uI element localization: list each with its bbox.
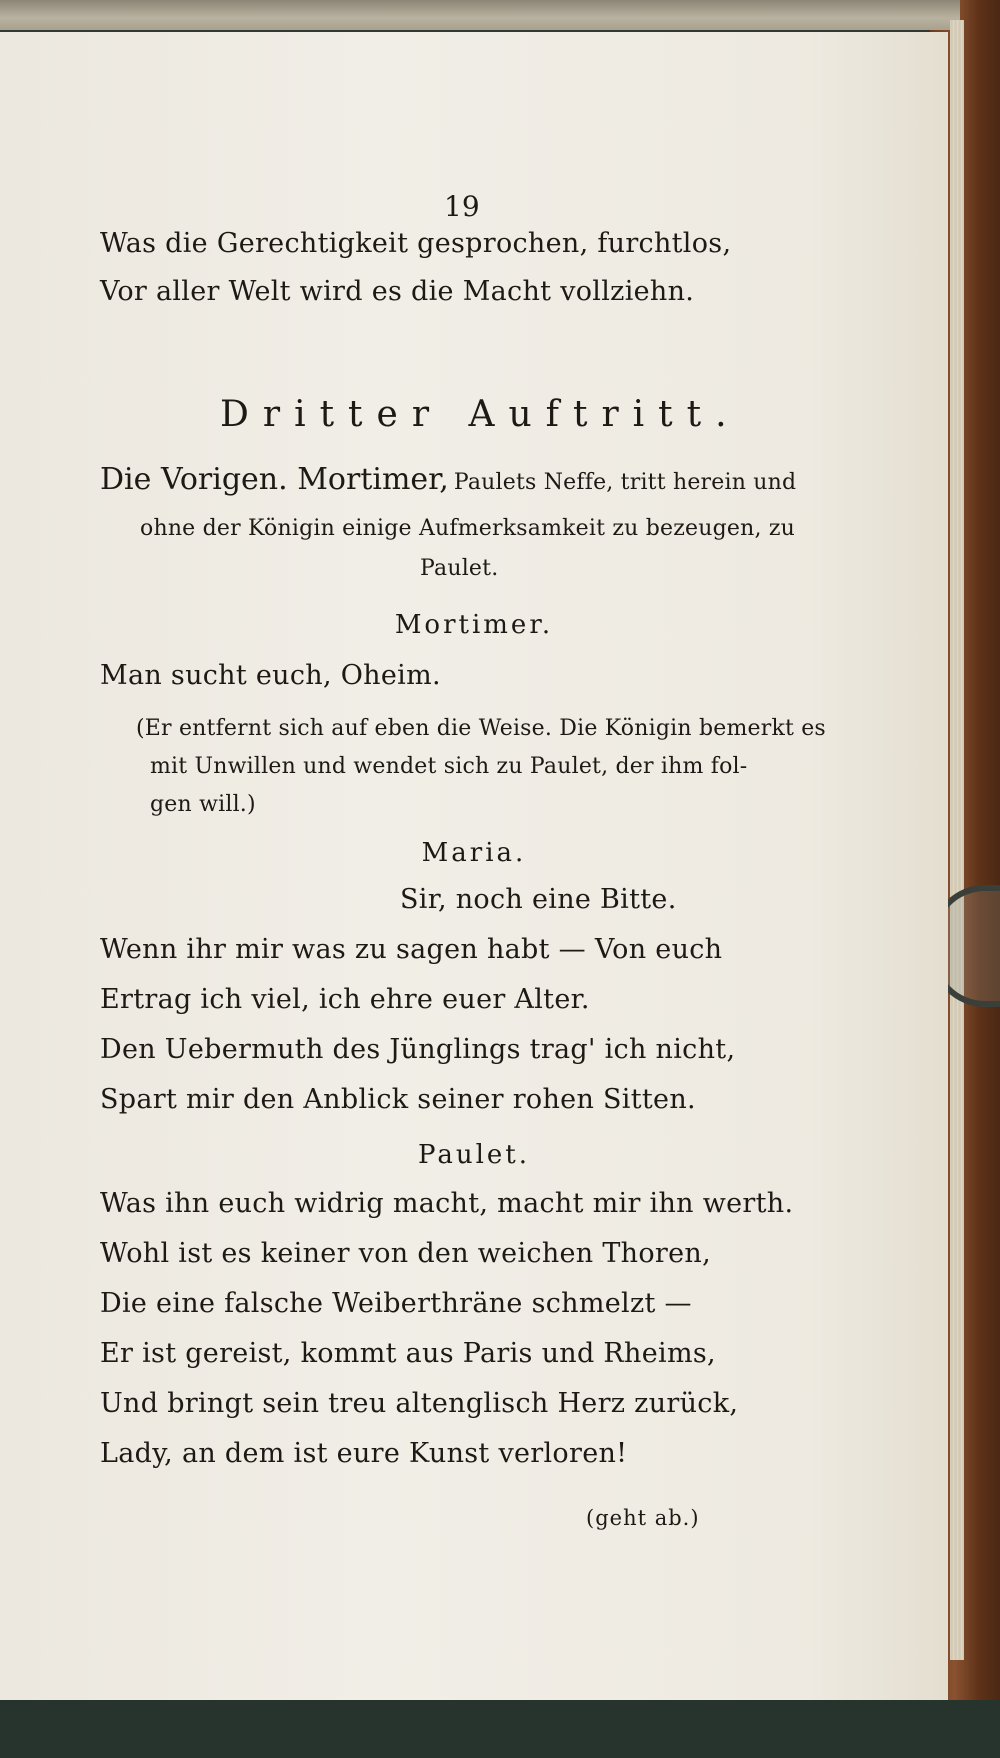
verse-line: Vor aller Welt wird es die Macht vollziehn. <box>100 276 695 307</box>
page-number: 19 <box>444 190 480 223</box>
stage-direction-text: gen will.) <box>150 792 256 817</box>
background-surface <box>0 1700 1000 1758</box>
stage-direction-text: ohne der Königin einige Aufmerksamkeit zu bezeugen, zu <box>140 516 796 541</box>
verse-line: Und bringt sein treu altenglisch Herz zurück, <box>100 1388 739 1419</box>
verse-line: Den Uebermuth des Jünglings trag' ich nicht, <box>100 1034 736 1065</box>
stage-direction-entrance <box>100 462 1000 497</box>
speaker-name: Mortimer. <box>394 610 554 640</box>
verse-line: Spart mir den Anblick seiner rohen Sitten. <box>100 1084 696 1115</box>
book-page <box>0 32 948 1700</box>
verse-line: Die eine falsche Weiberthräne schmelzt — <box>100 1288 692 1319</box>
verse-line: Wohl ist es keiner von den weichen Thoren, <box>100 1238 711 1269</box>
verse-line: Man sucht euch, Oheim. <box>100 660 441 691</box>
stage-direction-text: (Er entfernt sich auf eben die Weise. Die Königin bemerkt es <box>136 716 826 741</box>
verse-line: Was ihn euch widrig macht, macht mir ihn werth. <box>100 1188 794 1219</box>
speaker-name: Maria. <box>421 838 527 868</box>
verse-line: Was die Gerechtigkeit gesprochen, furchtlos, <box>100 228 732 259</box>
speaker-name: Paulet. <box>418 1140 530 1170</box>
verse-line: Er ist gereist, kommt aus Paris und Rheims, <box>100 1338 716 1369</box>
stage-direction-text: Paulets Neffe, tritt herein und <box>453 470 797 495</box>
book-top-edge <box>0 0 960 30</box>
scene-heading: Dritter Auftritt. <box>220 394 741 435</box>
stage-direction-text: Paulet. <box>420 556 499 581</box>
verse-line: Sir, noch eine Bitte. <box>400 884 677 915</box>
verse-line: Lady, an dem ist eure Kunst verloren! <box>100 1438 628 1469</box>
stage-direction-text: mit Unwillen und wendet sich zu Paulet, der ihm fol- <box>150 754 748 779</box>
verse-line: Wenn ihr mir was zu sagen habt — Von euch <box>100 934 723 965</box>
exit-stage-direction: (geht ab.) <box>586 1506 700 1530</box>
stage-direction-lead: Die Vorigen. Mortimer, <box>100 462 449 497</box>
verse-line: Ertrag ich viel, ich ehre euer Alter. <box>100 984 590 1015</box>
